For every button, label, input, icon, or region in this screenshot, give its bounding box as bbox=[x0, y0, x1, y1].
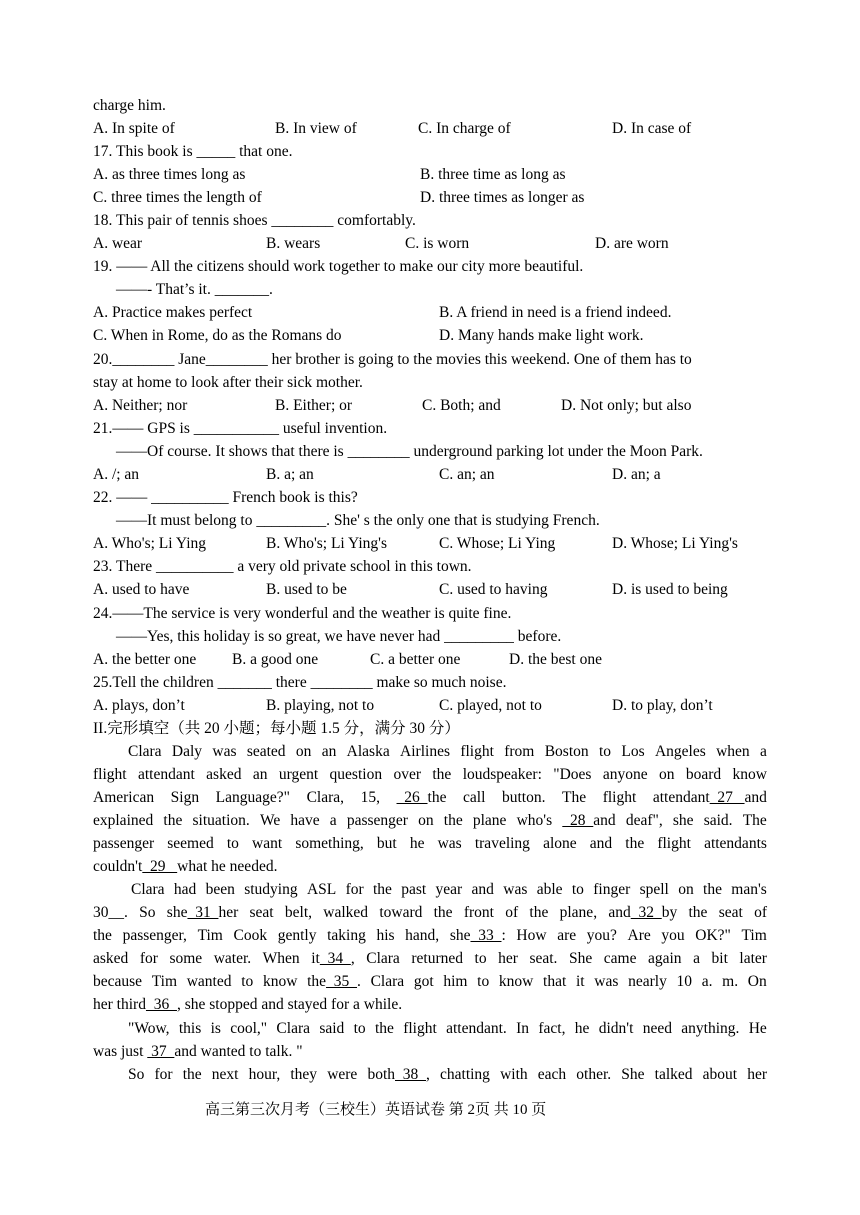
passage-word: a bbox=[693, 950, 700, 967]
passage-word: on bbox=[678, 881, 694, 898]
q20-option-a: A. Neither; nor bbox=[93, 397, 188, 414]
passage-word: 10 bbox=[676, 973, 693, 990]
q16-option-d: D. In case of bbox=[612, 120, 692, 137]
passage-word: both 38 , bbox=[367, 1066, 430, 1083]
q21-option-c: C. an; an bbox=[439, 466, 495, 483]
passage-word: the 35 . bbox=[307, 973, 361, 990]
q25-option-b: B. playing, not to bbox=[266, 697, 375, 714]
passage-word: know bbox=[732, 766, 767, 783]
passage-word: plane bbox=[472, 812, 507, 829]
q18-option-b: B. wears bbox=[266, 235, 321, 252]
passage-word: you? bbox=[586, 927, 617, 944]
passage-word: The bbox=[742, 812, 767, 829]
passage-word: wanted bbox=[186, 973, 232, 990]
passage-word: the bbox=[182, 1066, 202, 1083]
cloze-blank: 29 bbox=[142, 858, 178, 875]
passage-word: attendant bbox=[137, 766, 195, 783]
passage-word: 15, bbox=[360, 789, 380, 806]
passage-word: the bbox=[372, 881, 392, 898]
passage-word: The bbox=[562, 789, 587, 806]
passage-line bbox=[93, 903, 767, 923]
passage-word: about bbox=[702, 1066, 738, 1083]
passage-word: he bbox=[574, 1020, 590, 1037]
passage-word: seat bbox=[718, 904, 743, 921]
cloze-blank: 31 bbox=[187, 904, 219, 921]
passage-word: didn't bbox=[598, 1020, 634, 1037]
passage-word: anything. bbox=[681, 1020, 740, 1037]
passage-word: know bbox=[262, 973, 298, 990]
q20-stem: 20.________ Jane________ her brother is going to the movies this weekend. One of them has to bbox=[93, 351, 692, 368]
passage-word: able bbox=[536, 881, 563, 898]
q23-stem: 23. There __________ a very old private school in this town. bbox=[93, 558, 472, 575]
passage-word: was bbox=[437, 835, 462, 852]
passage-word: taking bbox=[327, 927, 366, 944]
passage-word: need bbox=[642, 1020, 672, 1037]
q19-stem: 19. —— All the citizens should work together to make our city more beautiful. bbox=[93, 258, 584, 275]
passage-word: seat bbox=[249, 904, 274, 921]
passage-word: Cook bbox=[233, 927, 268, 944]
passage-word: Tim bbox=[151, 973, 178, 990]
passage-word: her bbox=[498, 950, 518, 967]
cloze-blank: 27 bbox=[709, 789, 745, 806]
passage-word: the bbox=[529, 904, 549, 921]
q21-option-d: D. an; a bbox=[612, 466, 661, 483]
passage-word: was bbox=[212, 743, 237, 760]
q21-reply: ——Of course. It shows that there is ________ underground parking lot under the Moon Park. bbox=[116, 443, 703, 460]
passage-word: she bbox=[672, 812, 694, 829]
cloze-blank: 37 bbox=[147, 1043, 175, 1060]
q22-option-b: B. Who's; Li Ying's bbox=[266, 535, 387, 552]
passage-word: explained bbox=[93, 812, 154, 829]
passage-line bbox=[93, 765, 767, 785]
q17-option-c: C. three times the length of bbox=[93, 189, 262, 206]
cloze-blank: 36 bbox=[145, 996, 177, 1013]
passage-word: man's bbox=[731, 881, 767, 898]
passage-word: been bbox=[205, 881, 235, 898]
passage-line-last: couldn't 29 what he needed. bbox=[93, 858, 278, 875]
passage-word: seemed bbox=[167, 835, 214, 852]
q16-option-c: C. In charge of bbox=[418, 120, 511, 137]
q22-option-c: C. Whose; Li Ying bbox=[439, 535, 556, 552]
passage-word: are bbox=[557, 927, 577, 944]
passage-word: plane, bbox=[559, 904, 598, 921]
section-heading-cloze: II.完形填空（共 20 小题；每小题 1.5 分，满分 30 分） bbox=[93, 720, 460, 737]
passage-word: is bbox=[210, 1020, 221, 1037]
passage-line bbox=[93, 972, 767, 992]
passage-word: We bbox=[259, 812, 281, 829]
q16-continuation: charge him. bbox=[93, 97, 166, 114]
passage-word: Clara bbox=[366, 950, 400, 967]
passage-line bbox=[93, 949, 767, 969]
cloze-blank: 32 bbox=[630, 904, 662, 921]
q24-option-d: D. the best one bbox=[509, 651, 602, 668]
passage-word: gently bbox=[277, 927, 317, 944]
q17-option-a: A. as three times long as bbox=[93, 166, 246, 183]
passage-word: of bbox=[754, 904, 767, 921]
passage-word: flight bbox=[93, 766, 127, 783]
passage-word: each bbox=[537, 1066, 567, 1083]
passage-word: traveling bbox=[474, 835, 530, 852]
passage-word: He bbox=[748, 1020, 767, 1037]
passage-word: have bbox=[290, 812, 320, 829]
passage-word: passenger bbox=[93, 835, 155, 852]
q25-option-c: C. played, not to bbox=[439, 697, 542, 714]
q20-option-b: B. Either; or bbox=[275, 397, 353, 414]
passage-word: for bbox=[345, 881, 364, 898]
passage-word: the bbox=[93, 927, 112, 944]
passage-word: Clara bbox=[131, 881, 165, 898]
page-footer: 高三第三次月考（三校生）英语试卷 第 2页 共 10 页 bbox=[205, 1102, 547, 1118]
passage-word: the bbox=[374, 1020, 394, 1037]
passage-word: a bbox=[759, 743, 767, 760]
passage-word: American bbox=[93, 789, 155, 806]
passage-word: hour, bbox=[248, 1066, 281, 1083]
passage-word: and bbox=[471, 881, 494, 898]
q24-reply: ——Yes, this holiday is so great, we have never had _________ before. bbox=[116, 628, 562, 645]
passage-word: his bbox=[376, 927, 395, 944]
passage-word: returned bbox=[411, 950, 463, 967]
passage-word: know bbox=[498, 973, 534, 990]
passage-word: came bbox=[603, 950, 637, 967]
passage-line bbox=[93, 788, 767, 808]
passage-word: it 34 , bbox=[311, 950, 355, 967]
passage-word: again bbox=[647, 950, 682, 967]
passage-word: "Does bbox=[553, 766, 592, 783]
passage-word: for bbox=[154, 1066, 173, 1083]
passage-word: belt, bbox=[284, 904, 313, 921]
passage-word: but bbox=[376, 835, 397, 852]
q19-option-d: D. Many hands make light work. bbox=[439, 327, 644, 344]
q17-option-b: B. three time as long as bbox=[420, 166, 566, 183]
q16-option-b: B. In view of bbox=[275, 120, 357, 137]
cloze-blank: 34 bbox=[319, 950, 351, 967]
passage-line bbox=[131, 880, 767, 900]
q22-option-a: A. Who's; Li Ying bbox=[93, 535, 207, 552]
passage-word: had bbox=[173, 881, 197, 898]
passage-word: her bbox=[747, 1066, 767, 1083]
passage-word: that bbox=[543, 973, 567, 990]
passage-word: Airlines bbox=[400, 743, 450, 760]
passage-word: flight bbox=[460, 743, 494, 760]
passage-word: got bbox=[413, 973, 434, 990]
q23-option-b: B. used to be bbox=[266, 581, 347, 598]
passage-word: call bbox=[463, 789, 486, 806]
passage-word: asked bbox=[206, 766, 242, 783]
q25-stem: 25.Tell the children _______ there ________ make so much noise. bbox=[93, 674, 507, 691]
passage-word: and bbox=[589, 835, 613, 852]
passage-word: year bbox=[435, 881, 463, 898]
q24-option-c: C. a better one bbox=[370, 651, 461, 668]
passage-word: "Wow, bbox=[128, 1020, 170, 1037]
passage-word: him bbox=[443, 973, 468, 990]
passage-word: Tim bbox=[197, 927, 223, 944]
q19-reply: ——- That’s it. _______. bbox=[116, 281, 273, 298]
passage-word: next bbox=[211, 1066, 239, 1083]
passage-line bbox=[128, 742, 767, 762]
passage-word: attendant 27 and bbox=[652, 789, 767, 806]
q21-stem: 21.—— GPS is ___________ useful invention. bbox=[93, 420, 388, 437]
passage-word: Angeles bbox=[654, 743, 706, 760]
passage-word: Daly bbox=[171, 743, 203, 760]
passage-word: board bbox=[685, 766, 722, 783]
passage-word: She bbox=[621, 1066, 645, 1083]
q23-option-d: D. is used to being bbox=[612, 581, 728, 598]
passage-word: flight bbox=[657, 835, 691, 852]
passage-word: you bbox=[661, 927, 685, 944]
passage-word: flight bbox=[403, 1020, 437, 1037]
passage-word: when bbox=[716, 743, 750, 760]
passage-word: an bbox=[321, 743, 337, 760]
q25-option-a: A. plays, don’t bbox=[93, 697, 185, 714]
passage-word: this bbox=[178, 1020, 202, 1037]
passage-word: Boston bbox=[544, 743, 589, 760]
passage-word: he bbox=[409, 835, 425, 852]
passage-word: to bbox=[241, 973, 254, 990]
passage-word: In bbox=[516, 1020, 530, 1037]
passage-word: Sign bbox=[170, 789, 200, 806]
passage-word: a. bbox=[701, 973, 713, 990]
cloze-blank: 26 bbox=[396, 789, 428, 806]
passage-word: asked bbox=[93, 950, 129, 967]
passage-word: So bbox=[139, 904, 156, 921]
passage-word: Alaska bbox=[346, 743, 390, 760]
passage-word: hand, bbox=[405, 927, 440, 944]
passage-word: the bbox=[688, 904, 708, 921]
passage-word: a bbox=[329, 812, 337, 829]
passage-word: she 33 : bbox=[449, 927, 506, 944]
passage-word: loudspeaker: bbox=[462, 766, 542, 783]
passage-word: button. bbox=[501, 789, 546, 806]
passage-word: said bbox=[319, 1020, 345, 1037]
passage-word: seated bbox=[246, 743, 286, 760]
passage-line bbox=[128, 1065, 767, 1085]
passage-word: over bbox=[393, 766, 421, 783]
q24-stem: 24.——The service is very wonderful and the weather is quite fine. bbox=[93, 605, 512, 622]
passage-word: Tim bbox=[741, 927, 767, 944]
passage-word: the bbox=[703, 881, 722, 898]
passage-line-last: was just 37 and wanted to talk. " bbox=[93, 1043, 303, 1060]
passage-word: So bbox=[128, 1066, 145, 1083]
passage-word: and 32 by bbox=[608, 904, 678, 921]
q20-option-c: C. Both; and bbox=[422, 397, 501, 414]
q18-option-a: A. wear bbox=[93, 235, 143, 252]
passage-word: because bbox=[93, 973, 143, 990]
passage-word: to bbox=[477, 973, 490, 990]
passage-word: something, bbox=[295, 835, 364, 852]
q22-option-d: D. Whose; Li Ying's bbox=[612, 535, 738, 552]
q19-option-b: B. A friend in need is a friend indeed. bbox=[439, 304, 672, 321]
q16-option-a: A. In spite of bbox=[93, 120, 175, 137]
passage-word: finger bbox=[593, 881, 631, 898]
passage-word: want bbox=[252, 835, 283, 852]
q20-option-d: D. Not only; but also bbox=[561, 397, 692, 414]
passage-line bbox=[93, 834, 767, 854]
passage-word: 30__. bbox=[93, 904, 128, 921]
passage-word: m. bbox=[722, 973, 739, 990]
passage-word: Clara bbox=[370, 973, 405, 990]
passage-word: some bbox=[169, 950, 203, 967]
q25-option-d: D. to play, don’t bbox=[612, 697, 713, 714]
passage-word: situation. bbox=[192, 812, 250, 829]
passage-word: How bbox=[516, 927, 547, 944]
passage-word: flight bbox=[602, 789, 637, 806]
q23-option-a: A. used to have bbox=[93, 581, 190, 598]
passage-word: to bbox=[598, 743, 612, 760]
q18-stem: 18. This pair of tennis shoes ________ comfortably. bbox=[93, 212, 416, 229]
passage-word: she 31 her bbox=[166, 904, 239, 921]
q19-option-c: C. When in Rome, do as the Romans do bbox=[93, 327, 342, 344]
passage-word: the bbox=[163, 812, 183, 829]
passage-word: were bbox=[327, 1066, 358, 1083]
passage-word: later bbox=[739, 950, 767, 967]
passage-word: Clara, bbox=[306, 789, 345, 806]
passage-word: cool," bbox=[230, 1020, 268, 1037]
passage-word: When bbox=[262, 950, 300, 967]
q19-option-a: A. Practice makes perfect bbox=[93, 304, 253, 321]
passage-word: the bbox=[432, 766, 452, 783]
passage-word: Language?" bbox=[215, 789, 290, 806]
passage-word: who's bbox=[516, 812, 553, 829]
passage-word: of bbox=[505, 904, 519, 921]
passage-word: for bbox=[139, 950, 158, 967]
passage-word: passenger, bbox=[122, 927, 187, 944]
passage-word: to bbox=[571, 881, 584, 898]
passage-word: with bbox=[500, 1066, 528, 1083]
passage-word: 26 the bbox=[396, 789, 447, 806]
passage-word: the bbox=[443, 812, 463, 829]
cloze-blank: 28 bbox=[562, 812, 594, 829]
q20-stem-cont: stay at home to look after their sick mother. bbox=[93, 374, 363, 391]
passage-word: from bbox=[504, 743, 535, 760]
passage-word: On bbox=[747, 973, 767, 990]
passage-word: talked bbox=[654, 1066, 693, 1083]
passage-word: chatting bbox=[440, 1066, 490, 1083]
passage-word: front bbox=[463, 904, 494, 921]
passage-word: to bbox=[474, 950, 487, 967]
passage-word: Are bbox=[627, 927, 651, 944]
q21-option-b: B. a; an bbox=[266, 466, 314, 483]
passage-word: bit bbox=[711, 950, 728, 967]
passage-word: fact, bbox=[538, 1020, 566, 1037]
cloze-blank: 33 bbox=[470, 927, 502, 944]
q23-option-c: C. used to having bbox=[439, 581, 548, 598]
q21-option-a: A. /; an bbox=[93, 466, 140, 483]
passage-word: Los bbox=[621, 743, 645, 760]
passage-word: OK?" bbox=[695, 927, 731, 944]
passage-word: to bbox=[226, 835, 239, 852]
cloze-blank: 35 bbox=[326, 973, 358, 990]
passage-word: the bbox=[625, 835, 645, 852]
passage-word: studying bbox=[244, 881, 298, 898]
passage-word: attendant. bbox=[446, 1020, 507, 1037]
passage-line bbox=[128, 1019, 767, 1039]
passage-word: walked bbox=[323, 904, 369, 921]
passage-word: on bbox=[658, 766, 675, 783]
q18-option-c: C. is worn bbox=[405, 235, 470, 252]
passage-word: attendants bbox=[704, 835, 767, 852]
cloze-blank: 38 bbox=[395, 1066, 426, 1083]
passage-word: other. bbox=[576, 1066, 612, 1083]
passage-word: seat. bbox=[529, 950, 558, 967]
q18-option-d: D. are worn bbox=[595, 235, 669, 252]
passage-word: on bbox=[418, 812, 434, 829]
passage-word: was bbox=[503, 881, 528, 898]
passage-word: water. bbox=[213, 950, 252, 967]
passage-word: passenger bbox=[346, 812, 408, 829]
passage-word: it bbox=[575, 973, 585, 990]
passage-word: anyone bbox=[602, 766, 648, 783]
passage-word: said. bbox=[703, 812, 733, 829]
q22-reply: ——It must belong to _________. She' s the only one that is studying French. bbox=[116, 512, 600, 529]
passage-word: the bbox=[433, 904, 453, 921]
passage-word: past bbox=[401, 881, 427, 898]
passage-word: they bbox=[290, 1066, 318, 1083]
passage-line-last: her third 36 , she stopped and stayed for a while. bbox=[93, 996, 403, 1013]
passage-word: to bbox=[353, 1020, 366, 1037]
passage-word: question bbox=[329, 766, 383, 783]
q24-option-b: B. a good one bbox=[232, 651, 319, 668]
q17-option-d: D. three times as longer as bbox=[420, 189, 585, 206]
passage-word: Clara bbox=[276, 1020, 310, 1037]
passage-word: ASL bbox=[306, 881, 337, 898]
passage-word: Clara bbox=[128, 743, 162, 760]
passage-line bbox=[93, 811, 767, 831]
passage-word: spell bbox=[639, 881, 669, 898]
passage-word: an bbox=[252, 766, 268, 783]
passage-line bbox=[93, 926, 767, 946]
passage-word: on bbox=[295, 743, 312, 760]
passage-word: deaf", bbox=[625, 812, 663, 829]
passage-word: was bbox=[594, 973, 619, 990]
passage-word: toward bbox=[379, 904, 423, 921]
passage-word: She bbox=[568, 950, 593, 967]
q24-option-a: A. the better one bbox=[93, 651, 197, 668]
passage-word: 28 and bbox=[562, 812, 616, 829]
passage-word: urgent bbox=[278, 766, 319, 783]
passage-word: alone bbox=[543, 835, 577, 852]
passage-word: nearly bbox=[628, 973, 667, 990]
q22-stem: 22. —— __________ French book is this? bbox=[93, 489, 358, 506]
q17-stem: 17. This book is _____ that one. bbox=[93, 143, 293, 160]
